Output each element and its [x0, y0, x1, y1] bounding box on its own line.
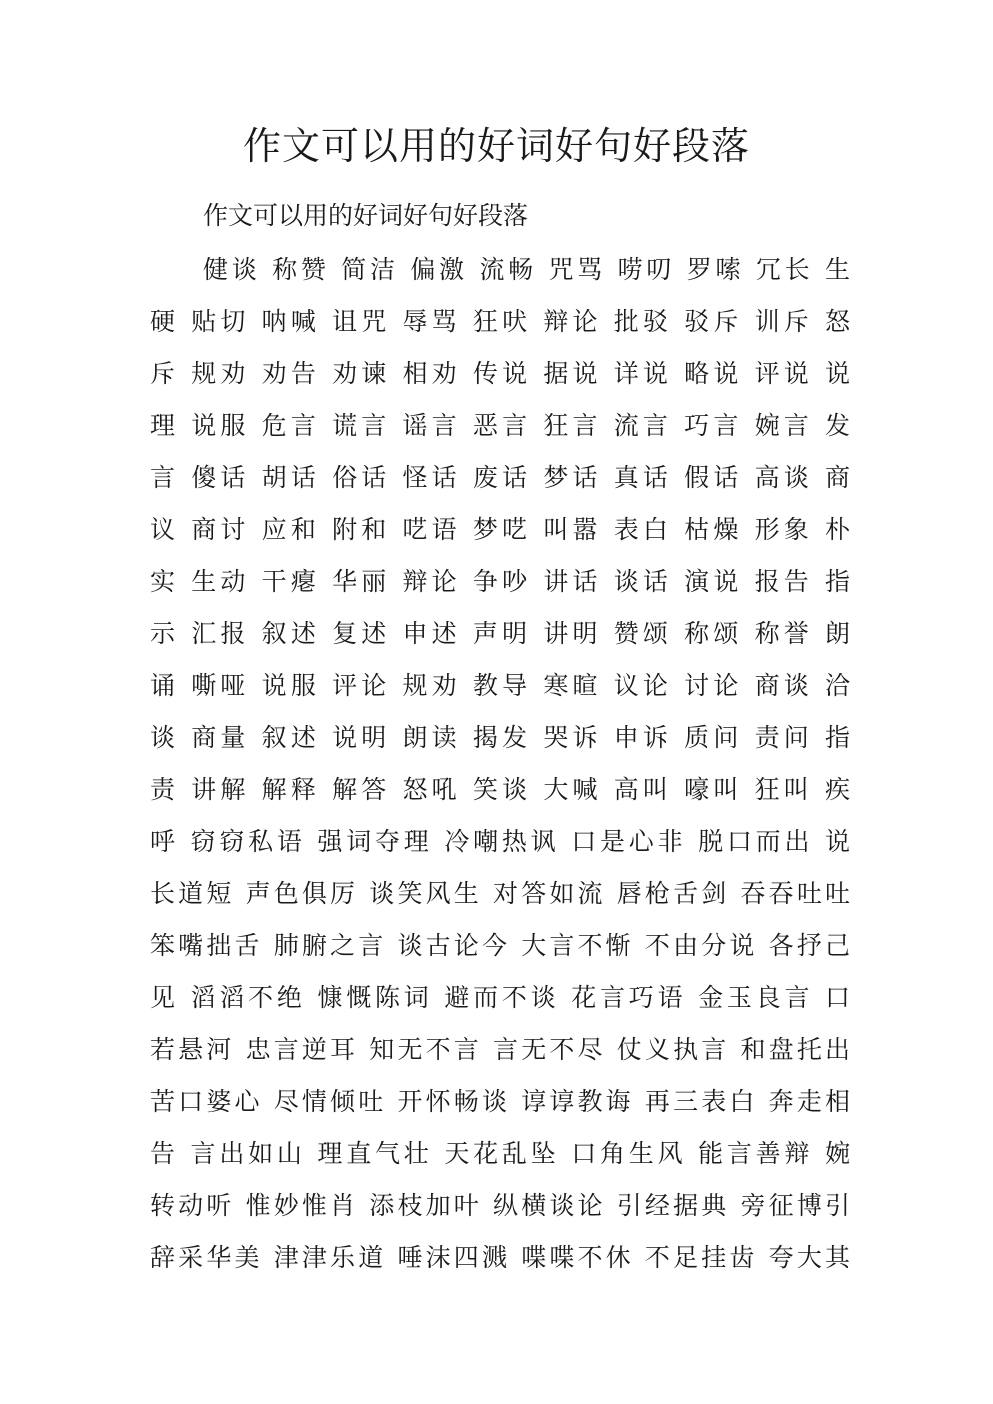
text-line: 诵 嘶哑 说服 评论 规劝 教导 寒暄 议论 讨论 商谈 洽 [150, 671, 850, 700]
page-subtitle: 作文可以用的好词好句好段落 [203, 201, 529, 230]
page-title: 作文可以用的好词好句好段落 [242, 124, 750, 168]
text-line: 若悬河 忠言逆耳 知无不言 言无不尽 仗义执言 和盘托出 [150, 1035, 850, 1064]
text-line: 责 讲解 解释 解答 怒吼 笑谈 大喊 高叫 嚎叫 狂叫 疾 [150, 775, 850, 804]
word-list [150, 244, 850, 1284]
text-line: 长道短 声色俱厉 谈笑风生 对答如流 唇枪舌剑 吞吞吐吐 [150, 879, 850, 908]
text-line: 苦口婆心 尽情倾吐 开怀畅谈 谆谆教诲 再三表白 奔走相 [150, 1087, 850, 1116]
text-line: 转动听 惟妙惟肖 添枝加叶 纵横谈论 引经据典 旁征博引 [150, 1191, 850, 1220]
text-line: 辞采华美 津津乐道 唾沫四溅 喋喋不休 不足挂齿 夸大其 [150, 1243, 850, 1272]
text-line: 硬 贴切 呐喊 诅咒 辱骂 狂吠 辩论 批驳 驳斥 训斥 怒 [150, 307, 850, 336]
text-line: 示 汇报 叙述 复述 申述 声明 讲明 赞颂 称颂 称誉 朗 [150, 619, 850, 648]
text-line: 斥 规劝 劝告 劝谏 相劝 传说 据说 详说 略说 评说 说 [150, 359, 850, 388]
text-line: 健谈 称赞 简洁 偏激 流畅 咒骂 唠叨 罗嗦 冗长 生 [203, 255, 850, 284]
text-line: 告 言出如山 理直气壮 天花乱坠 口角生风 能言善辩 婉 [150, 1139, 850, 1168]
text-line: 笨嘴拙舌 肺腑之言 谈古论今 大言不惭 不由分说 各抒己 [150, 931, 850, 960]
text-line: 言 傻话 胡话 俗话 怪话 废话 梦话 真话 假话 高谈 商 [150, 463, 850, 492]
text-line: 理 说服 危言 谎言 谣言 恶言 狂言 流言 巧言 婉言 发 [150, 411, 850, 440]
text-line: 见 滔滔不绝 慷慨陈词 避而不谈 花言巧语 金玉良言 口 [150, 983, 850, 1012]
text-line: 谈 商量 叙述 说明 朗读 揭发 哭诉 申诉 质问 责问 指 [150, 723, 850, 752]
text-line: 呼 窃窃私语 强词夺理 冷嘲热讽 口是心非 脱口而出 说 [150, 827, 850, 856]
text-line: 实 生动 干瘪 华丽 辩论 争吵 讲话 谈话 演说 报告 指 [150, 567, 850, 596]
text-line: 议 商讨 应和 附和 呓语 梦呓 叫嚣 表白 枯燥 形象 朴 [150, 515, 850, 544]
